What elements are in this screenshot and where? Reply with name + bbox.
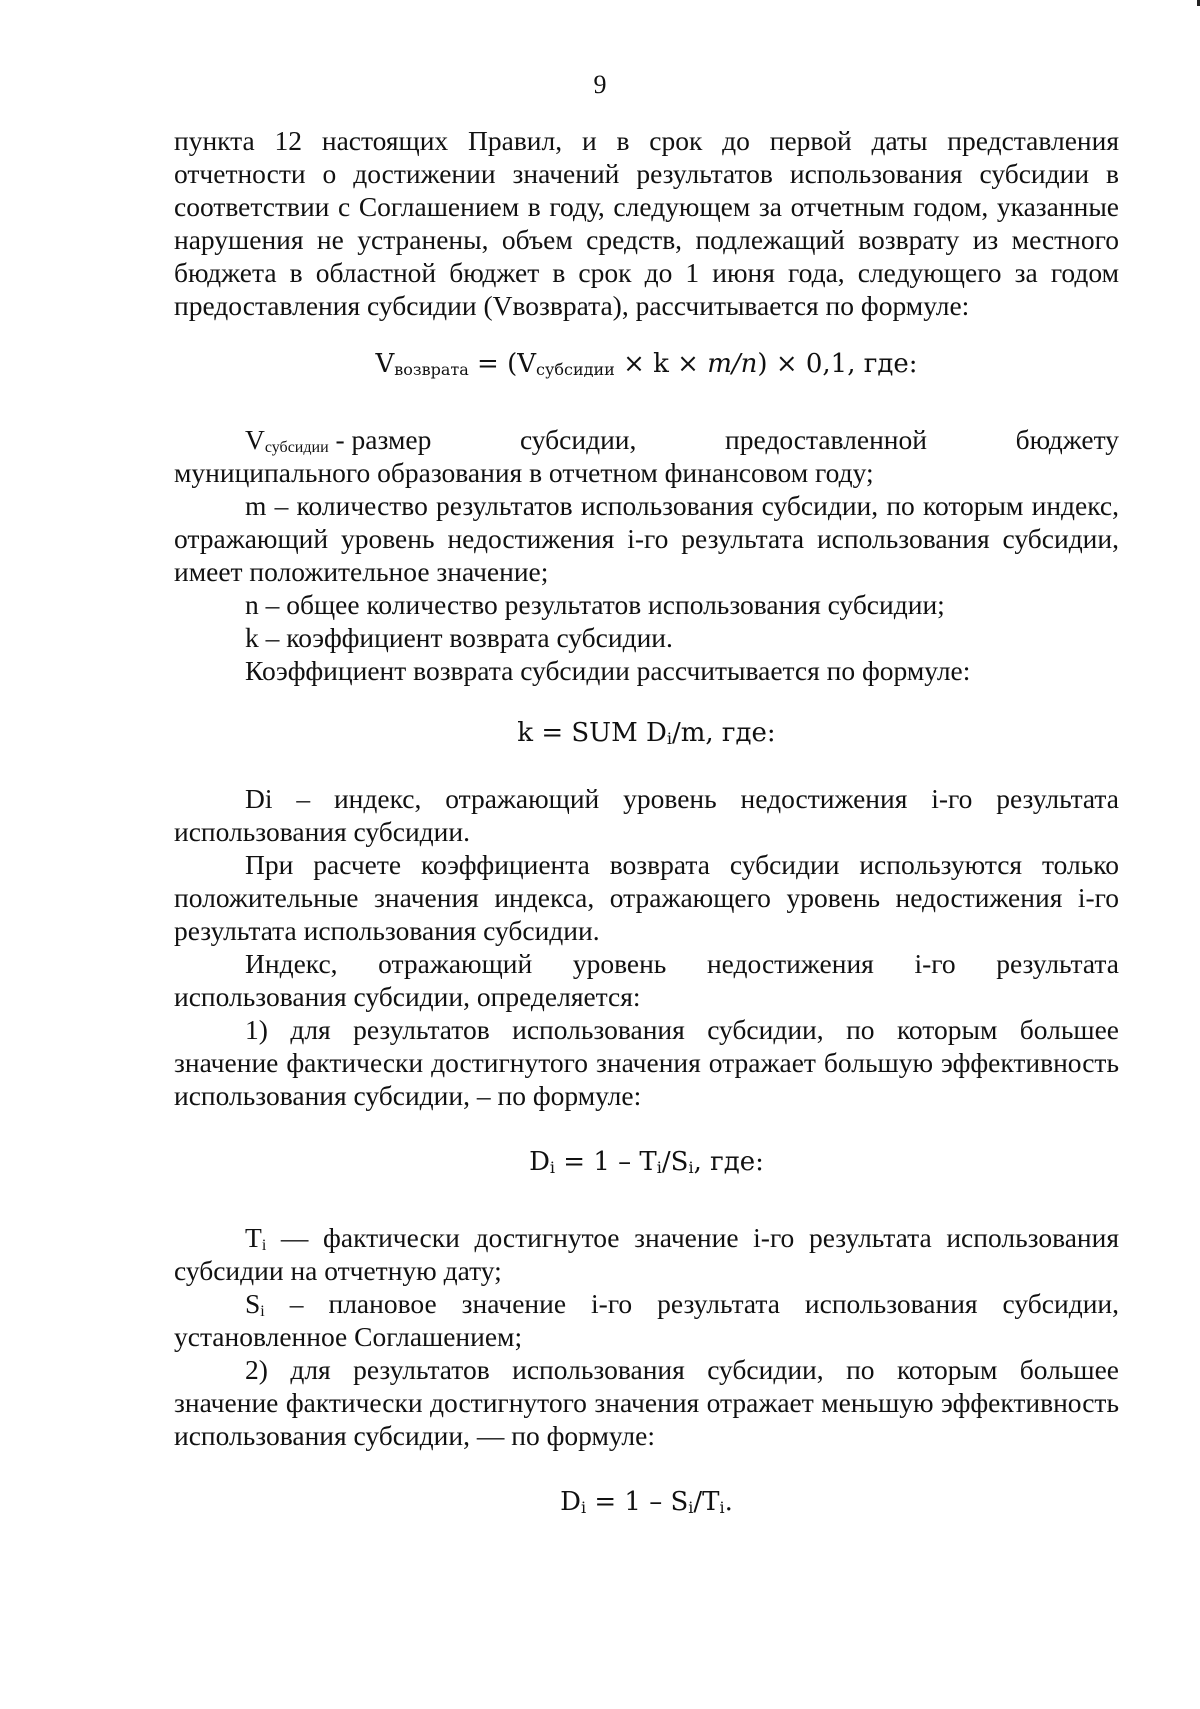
definition-v-line1 [174, 423, 1119, 456]
definition-v-word2: субсидии, [519, 424, 637, 455]
index-word4: недостижения [706, 948, 874, 979]
definition-t [174, 1221, 1119, 1287]
definition-v-subsidy [174, 423, 1119, 489]
paragraph-intro: пункта 12 настоящих Правил, и в срок до первой даты представления отчетности о достижении значений результатов использования субсидии в соответствии с Соглашением в году, следующем за отчетным годом, указанные нарушения не устранены, объем средств, подлежащий возврату из местного бюджета в областной бюджет в срок до 1 июня года, следующего за годом предоставления субсидии (Vвозврата), рассчитывается по формуле: [174, 125, 1119, 321]
formula3-slash: /S [661, 1147, 689, 1177]
formula-eq: = (V [468, 349, 537, 379]
formula-v: V [375, 349, 395, 379]
definition-k: k – коэффициент возврата субсидии. [245, 622, 673, 653]
definition-v-word1: - размер [328, 424, 432, 455]
formula4-d: D [560, 1487, 581, 1517]
formula-k-post: /m, где: [671, 718, 776, 748]
index-word2: отражающий [378, 948, 533, 979]
formula-tail: ) × 0,1, где: [757, 349, 918, 379]
formula4-sub2: i [688, 1498, 694, 1517]
definition-v-word4: бюджету [1015, 424, 1119, 455]
definition-n: n – общее количество результатов использования субсидии; [245, 589, 945, 620]
page-number: 9 [593, 70, 607, 99]
definition-t-sub: i [261, 1237, 267, 1254]
index-word1: Индекс, [245, 948, 338, 979]
formula-return-volume [174, 348, 1119, 381]
formula-k-pre: k = SUM D [517, 718, 667, 748]
definition-s-text: – плановое значение i-го результата использования субсидии, установленное Соглашением; [174, 1288, 1119, 1352]
definition-v-sub: субсидии [264, 439, 329, 456]
formula-k [174, 717, 1119, 750]
formula3-sub3: i [688, 1158, 694, 1177]
formula-di-2 [174, 1486, 1119, 1519]
definition-v-term [245, 423, 431, 456]
formula4-sub3: i [719, 1498, 725, 1517]
definition-s [174, 1287, 1119, 1353]
formula3-d: D [529, 1147, 550, 1177]
index-line1 [174, 947, 1119, 980]
formula3-sub1: i [549, 1158, 556, 1177]
formula4-sub1: i [580, 1498, 587, 1517]
formula-mn: m/n [707, 349, 758, 379]
definition-t-letter: T [245, 1222, 262, 1253]
definition-m: m – количество результатов использования субсидии, по которым индекс, отражающий уровень недостижения i-го результата использования субсидии, имеет положительное значение; [174, 490, 1119, 587]
formula-sub-subsidy: субсидии [536, 360, 615, 379]
formula-sub-return: возврата [394, 360, 469, 379]
formula4-mid: = 1 – S [586, 1487, 689, 1517]
index-definition [174, 947, 1119, 1013]
formula-mid: × k × [614, 349, 708, 379]
index-word3: уровень [572, 948, 667, 979]
index-word5: i-го [914, 948, 956, 979]
formula-di-1 [174, 1146, 1119, 1179]
formula4-slash: /T [693, 1487, 720, 1517]
definition-t-text: — фактически достигнутое значение i-го результата использования субсидии на отчетную дату; [174, 1222, 1119, 1286]
definition-s-letter: S [245, 1288, 261, 1319]
formula3-sub2: i [656, 1158, 662, 1177]
formula3-mid: = 1 – T [555, 1147, 657, 1177]
item-1: 1) для результатов использования субсидии, по которым большее значение фактически достигнутого значения отражает большую эффективность использования субсидии, – по формуле: [174, 1014, 1119, 1111]
index-word6: результата [996, 948, 1119, 979]
definition-v-word3: предоставленной [725, 424, 927, 455]
item-2: 2) для результатов использования субсидии, по которым большее значение фактически достигнутого значения отражает меньшую эффективность использования субсидии, — по формуле: [174, 1354, 1119, 1451]
formula4-tail: . [724, 1487, 733, 1517]
k-intro: Коэффициент возврата субсидии рассчитывается по формуле: [245, 655, 971, 686]
paragraph-calc: При расчете коэффициента возврата субсидии используются только положительные значения индекса, отражающего уровень недостижения i-го результата использования субсидии. [174, 849, 1119, 946]
formula-k-sub: i [666, 729, 672, 748]
definition-s-sub: i [260, 1303, 265, 1320]
index-rest: использования субсидии, определяется: [174, 981, 641, 1012]
definition-di: Di – индекс, отражающий уровень недостижения i-го результата использования субсидии. [174, 783, 1119, 847]
formula3-tail: , где: [693, 1147, 764, 1177]
definition-v-letter: V [245, 424, 265, 455]
document-body [174, 124, 1119, 1519]
definition-v-rest: муниципального образования в отчетном финансовом году; [174, 457, 874, 488]
